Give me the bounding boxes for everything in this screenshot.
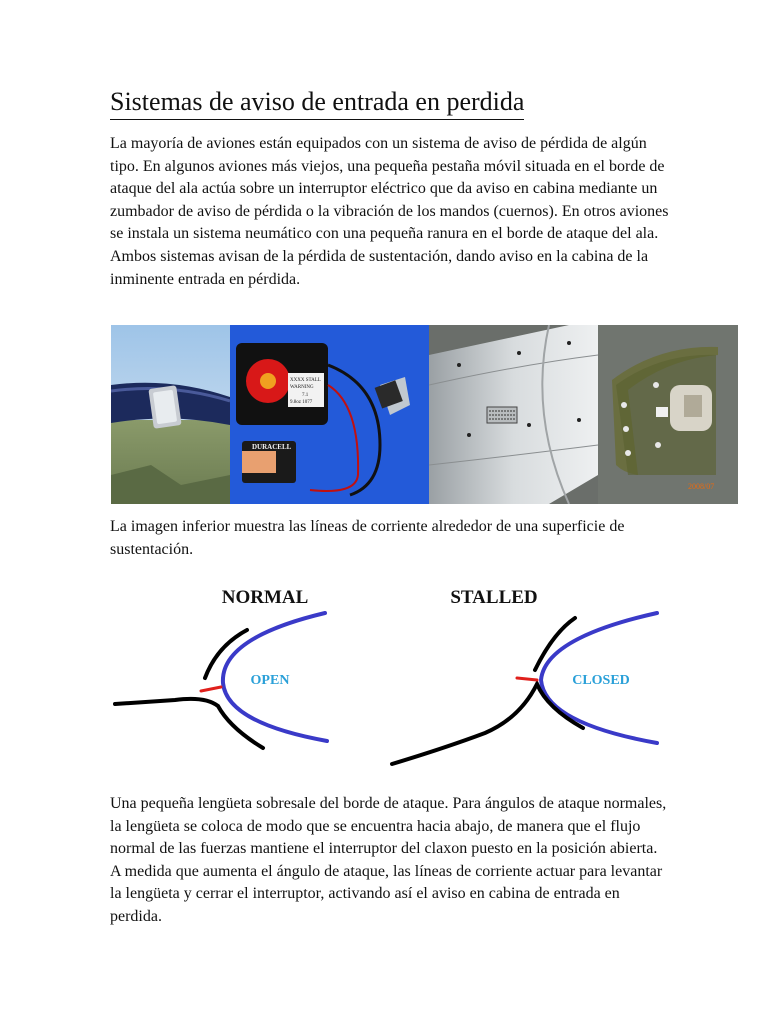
closed-label: CLOSED xyxy=(572,673,630,688)
leading-edge-photo xyxy=(429,325,598,504)
stalled-stall-tab xyxy=(517,678,537,680)
normal-heading: NORMAL xyxy=(221,587,309,608)
device-label-line2: WARNING xyxy=(290,385,314,390)
warning-horn-kit-photo xyxy=(230,325,429,504)
page-title: Sistemas de aviso de entrada en perdida xyxy=(110,86,524,120)
device-label-line3: 7.1 xyxy=(302,393,309,398)
open-label: OPEN xyxy=(250,673,290,688)
normal-streamline-lower xyxy=(115,699,263,748)
stalled-heading: STALLED xyxy=(450,587,538,608)
streamlines-caption: La imagen inferior muestra las líneas de corriente alrededor de una superficie de sustentación. xyxy=(110,518,625,558)
wing-tab-photo xyxy=(111,325,230,504)
device-label-line1: XXXX STALL xyxy=(290,378,321,383)
battery-label: DURACELL xyxy=(252,443,292,451)
photo-strip xyxy=(111,325,738,504)
intro-paragraph: La mayoría de aviones están equipados con un sistema de aviso de pérdida de algún tipo. En algunos aviones más viejos, una pequeña pestaña móvil situada en el borde de ataque del ala actúa sobre un interruptor eléctrico que da aviso en cabina mediante un zumbador de aviso de pérdida o la vibración de los mandos (cuernos). En otros aviones se instala un sistema neumático con una pequeña ranura en el borde de ataque del ala. Ambos sistemas avisan de la pérdida de sustentación, dando aviso en la cabina de la inminente entrada en pérdida. xyxy=(110,135,669,288)
explanation-paragraph: Una pequeña lengüeta sobresale del borde de ataque. Para ángulos de ataque normales, la lengüeta se coloca de modo que se encuentra hacia abajo, de manera que el flujo normal de las fuerzas mantiene el interruptor del claxon puesto en la posición abierta. A medida que aumenta el ángulo de ataque, las líneas de corriente actuar para levantar la lengüeta y cerrar el interruptor, activando así el aviso en cabina de entrada en perdida. xyxy=(110,795,667,925)
normal-stall-tab xyxy=(201,687,221,691)
stall-tab-assembly-photo xyxy=(598,325,738,504)
streamline-diagram xyxy=(105,578,665,773)
stalled-streamline-lower xyxy=(392,684,583,764)
device-label-line4: 9.8oz 1077 xyxy=(290,400,313,405)
photo-watermark: 2008/07 xyxy=(688,482,715,491)
